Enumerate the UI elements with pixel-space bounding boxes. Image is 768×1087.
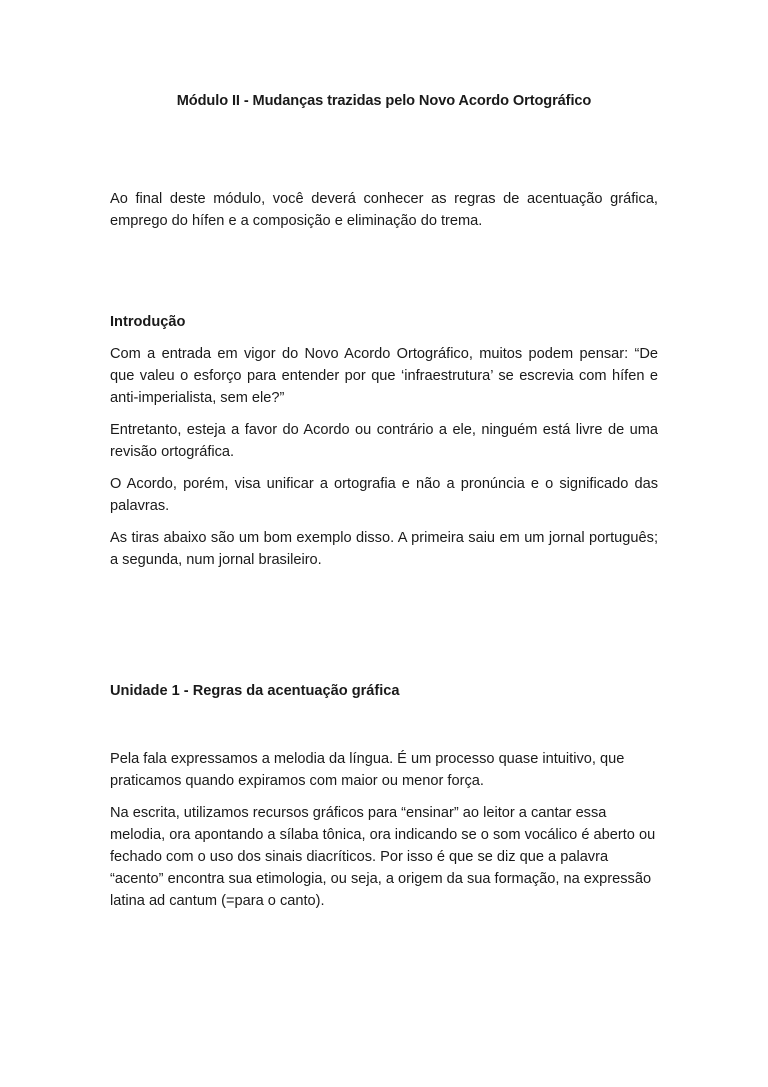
unit1-section — [110, 680, 658, 912]
objective-paragraph: Ao final deste módulo, você deverá conhecer as regras de acentuação gráfica, emprego do hífen e a composição e eliminação do trema. — [110, 191, 658, 229]
intro-section — [110, 311, 658, 571]
page-title: Módulo II - Mudanças trazidas pelo Novo Acordo Ortográfico — [176, 93, 592, 109]
intro-paragraph: Com a entrada em vigor do Novo Acordo Ortográfico, muitos podem pensar: “De que valeu o esforço para entender por que ‘infraestrutura’ se escrevia com hífen e anti-imperialista, sem ele?” — [110, 346, 658, 406]
intro-paragraph: O Acordo, porém, visa unificar a ortografia e não a pronúncia e o significado das palavras. — [110, 476, 658, 514]
unit1-heading: Unidade 1 - Regras da acentuação gráfica — [110, 683, 400, 699]
unit1-paragraph: Na escrita, utilizamos recursos gráficos para “ensinar” ao leitor a cantar essa melodia, ora apontando a sílaba tônica, ora indicando se o som vocálico é aberto ou fechado com o uso dos sinais diacríticos. Por isso é que se diz que a palavra “acento” encontra sua etimologia, ou seja, a origem da sua formação, na expressão latina ad cantum (=para o canto). — [110, 805, 656, 909]
intro-paragraph: As tiras abaixo são um bom exemplo disso. A primeira saiu em um jornal português; a segunda, num jornal brasileiro. — [110, 530, 658, 568]
objective-section — [110, 188, 658, 232]
intro-paragraph: Entretanto, esteja a favor do Acordo ou contrário a ele, ninguém está livre de uma revisão ortográfica. — [110, 422, 658, 460]
intro-heading: Introdução — [110, 314, 186, 330]
unit1-paragraph: Pela fala expressamos a melodia da língua. É um processo quase intuitivo, que praticamos quando expiramos com maior ou menor força. — [110, 751, 625, 789]
